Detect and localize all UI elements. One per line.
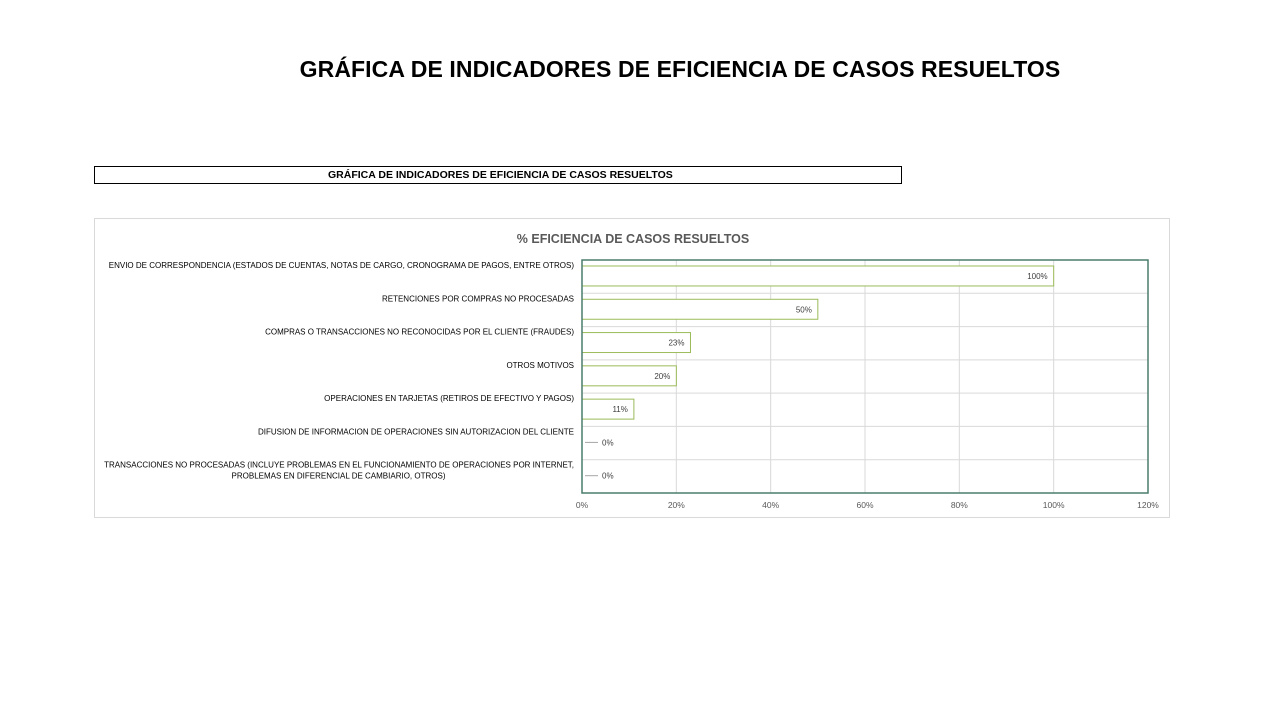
data-label: 100% [1027, 271, 1048, 281]
x-tick-label: 60% [856, 500, 874, 510]
x-tick-label: 20% [667, 500, 685, 510]
category-label: TRANSACCIONES NO PROCESADAS (INCLUYE PROBLEMAS EN EL FUNCIONAMIENTO DE OPERACIONES POR INTERNET, [104, 460, 574, 470]
category-label: RETENCIONES POR COMPRAS NO PROCESADAS [381, 294, 574, 304]
data-label: 0% [602, 438, 614, 448]
x-tick-label: 0% [575, 500, 589, 510]
data-label: 23% [668, 338, 685, 348]
bar [582, 299, 818, 319]
chart-caption-box [94, 166, 902, 184]
category-label: COMPRAS O TRANSACCIONES NO RECONOCIDAS POR EL CLIENTE (FRAUDES) [265, 327, 574, 337]
chart-caption-text: GRÁFICA DE INDICADORES DE EFICIENCIA DE CASOS RESUELTOS [328, 169, 673, 181]
category-label: OTROS MOTIVOS [506, 360, 574, 370]
x-tick-label: 120% [1137, 500, 1159, 510]
slide-title: GRÁFICA DE INDICADORES DE EFICIENCIA DE CASOS RESUELTOS [299, 56, 1061, 82]
bar-layer [582, 266, 1054, 476]
bar [582, 266, 1054, 286]
data-label: 11% [612, 405, 628, 415]
data-label: 50% [795, 305, 812, 315]
x-tick-label: 80% [950, 500, 968, 510]
chart-area [94, 218, 1170, 518]
category-label: ENVIO DE CORRESPONDENCIA (ESTADOS DE CUENTAS, NOTAS DE CARGO, CRONOGRAMA DE PAGOS, ENTRE OTROS) [108, 261, 574, 270]
category-label: PROBLEMAS EN DIFERENCIAL DE CAMBIARIO, OTROS) [231, 471, 446, 481]
x-tick-label: 100% [1042, 500, 1065, 510]
chart-title: % EFICIENCIA DE CASOS RESUELTOS [516, 232, 750, 246]
category-label: OPERACIONES EN TARJETAS (RETIROS DE EFECTIVO Y PAGOS) [324, 394, 574, 404]
category-label: DIFUSION DE INFORMACION DE OPERACIONES SIN AUTORIZACION DEL CLIENTE [257, 427, 574, 437]
x-tick-label: 40% [762, 500, 780, 510]
bar-chart [95, 219, 1171, 519]
data-label: 20% [654, 371, 671, 381]
data-label: 0% [602, 471, 614, 481]
